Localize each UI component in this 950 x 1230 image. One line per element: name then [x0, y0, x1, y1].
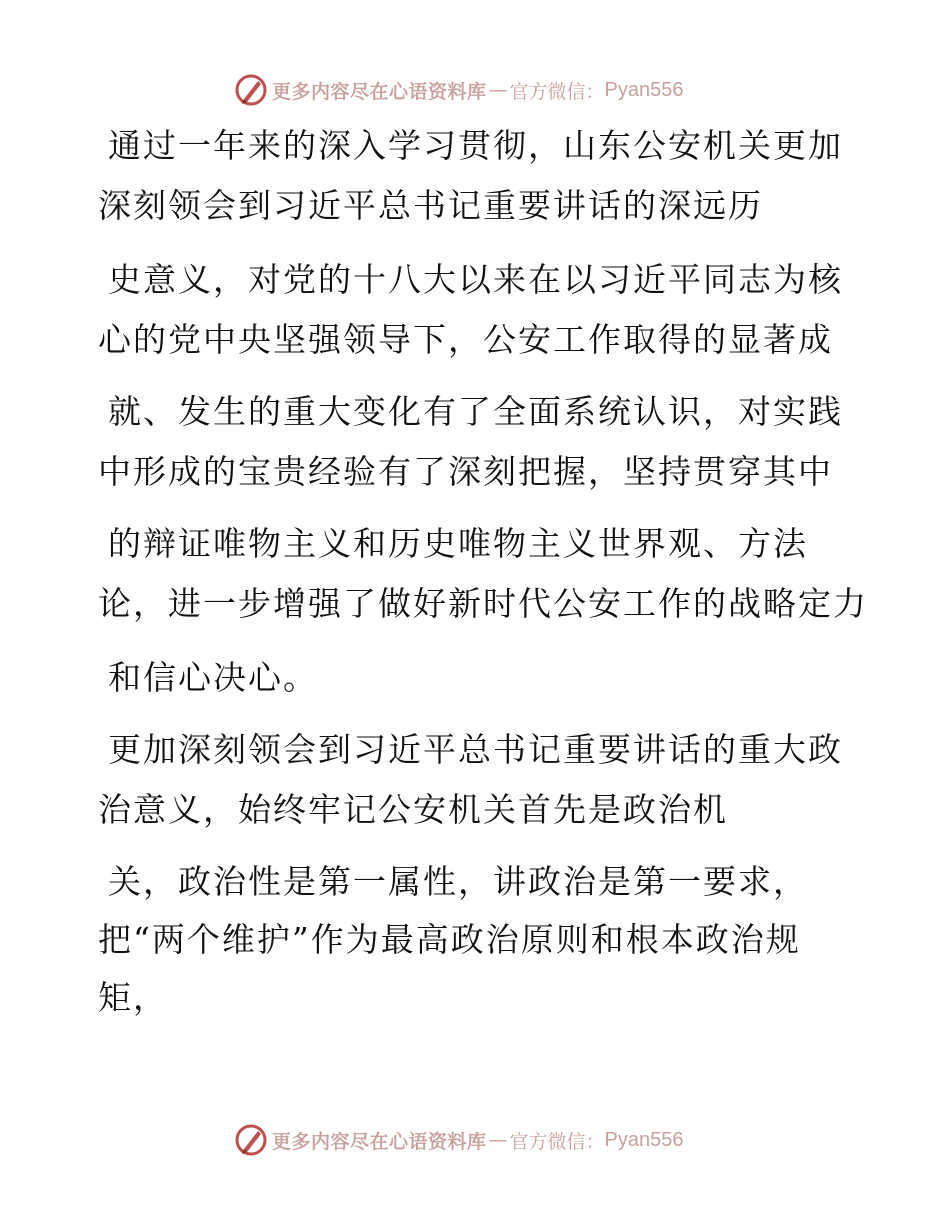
banner-slogan: 更多内容尽在心语资料库: [272, 1130, 487, 1153]
text-line: 通过一年来的深入学习贯彻，山东公安机关更加: [108, 126, 843, 165]
banner-wechat-label: 官方微信：: [509, 80, 605, 103]
text-line: 中形成的宝贵经验有了深刻把握，坚持贯穿其中: [98, 452, 833, 491]
pen-logo-icon: [234, 1123, 268, 1157]
text-line: 关，政治性是第一属性，讲政治是第一要求，: [108, 862, 808, 901]
text-line: 把“两个维护”作为最高政治原则和根本政治规: [98, 920, 801, 959]
text-line: 矩，: [98, 978, 168, 1017]
text-line: 治意义，始终牢记公安机关首先是政治机: [98, 790, 728, 829]
banner-dash: —: [488, 1129, 508, 1151]
banner-slogan: 更多内容尽在心语资料库: [272, 80, 487, 103]
text-line: 就、发生的重大变化有了全面系统认识，对实践: [108, 392, 843, 431]
banner-wechat-label: 官方微信：: [509, 1130, 605, 1153]
text-line: 的辩证唯物主义和历史唯物主义世界观、方法: [108, 524, 808, 563]
text-line: 更加深刻领会到习近平总书记重要讲话的重大政: [108, 730, 843, 769]
text-line: 深刻领会到习近平总书记重要讲话的深远历: [98, 186, 763, 225]
footer-watermark-banner: [234, 1122, 684, 1158]
text-line: 和信心决心。: [108, 658, 318, 697]
text-line: 心的党中央坚强领导下，公安工作取得的显著成: [98, 320, 833, 359]
text-line: 论，进一步增强了做好新时代公安工作的战略定力: [98, 584, 868, 623]
banner-dash: —: [488, 79, 508, 101]
text-line: 史意义，对党的十八大以来在以习近平同志为核: [108, 260, 843, 299]
banner-wechat-id: Pyan556: [604, 1128, 684, 1151]
banner-wechat-id: Pyan556: [604, 78, 684, 101]
